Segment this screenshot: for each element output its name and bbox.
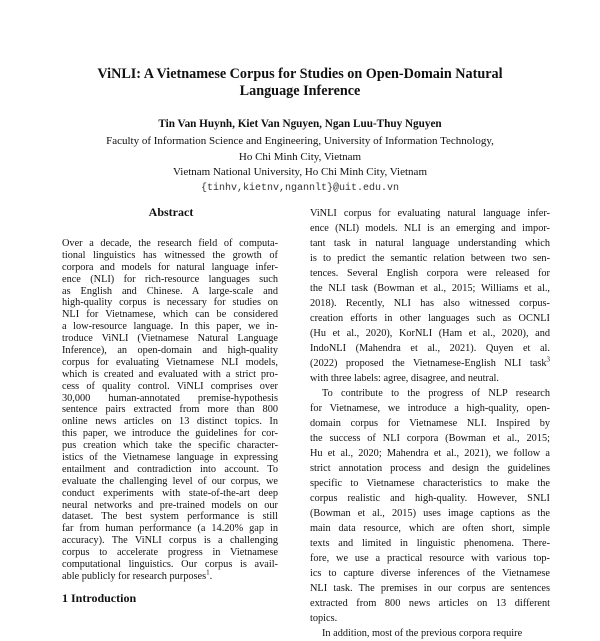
- affiliation-line: Ho Chi Minh City, Vietnam: [238, 151, 362, 163]
- text-line: [62, 488, 278, 500]
- text-line: [310, 326, 550, 341]
- text-line-content: In addition, most of the previous corpora require: [322, 628, 523, 639]
- text-line-content: tences. Several English corpora were released for: [310, 268, 550, 279]
- text-line: [62, 321, 278, 333]
- text-line: [62, 440, 278, 452]
- text-line: [62, 369, 278, 381]
- text-line: [310, 401, 550, 416]
- text-line: [310, 221, 550, 236]
- text-line: [310, 611, 550, 626]
- text-line-content: pus creation which take the specific character-: [62, 440, 278, 452]
- text-line-content: ics to capture diverse inferences of the Vietnamese: [310, 568, 550, 579]
- text-line: [62, 559, 278, 571]
- text-line-content: istics of the Vietnamese language in expressing: [62, 452, 278, 464]
- text-line-content: a low-resource language. In this paper, we in-: [62, 321, 278, 333]
- text-line-content: cess of quality control. ViNLI comprises over: [62, 380, 278, 392]
- text-line-content: as English and Chinese. A large-scale and: [62, 285, 278, 297]
- text-line-content: online news articles on 13 distinct topics. In: [62, 416, 278, 428]
- text-line-content: corpora and models for natural language infer-: [62, 261, 278, 273]
- text-line-content: able publicly for research purposes: [62, 570, 207, 582]
- text-line: [62, 404, 278, 416]
- text-line: [62, 274, 278, 286]
- text-line: [310, 491, 550, 506]
- text-line-content: tant task in natural language understanding which: [310, 238, 550, 249]
- text-line: [62, 452, 278, 464]
- text-line: [62, 238, 278, 250]
- text-line: [310, 506, 550, 521]
- text-line-content: corpus realistic and high-quality. However, SNLI: [310, 493, 550, 504]
- text-line: [62, 476, 278, 488]
- text-line: [310, 461, 550, 476]
- text-line: [62, 381, 278, 393]
- right-column-body: [310, 206, 550, 641]
- text-line-content: (2022) proposed the Vietnamese-English NLI task: [310, 358, 547, 369]
- text-line-content: NLI task. The premises in our corpus are sentences: [310, 583, 550, 594]
- text-line-content: evaluate the challenging level of our corpus, we: [62, 475, 278, 487]
- text-line: [310, 371, 550, 386]
- text-line-content: Hu et al., 2020; Mahendra et al., 2021), we follow a: [310, 448, 550, 459]
- text-line-content: neural networks and pre-trained models on our: [62, 499, 278, 511]
- text-line-content: topics.: [310, 613, 338, 624]
- text-line: [62, 535, 278, 547]
- text-line-content: To contribute to the progress of NLP research: [322, 388, 550, 399]
- text-line: [310, 266, 550, 281]
- text-line-content: NLI for Vietnamese, which can be considered: [62, 309, 278, 321]
- text-line: [62, 511, 278, 523]
- text-line: [62, 523, 278, 535]
- text-line: [310, 476, 550, 491]
- text-line-content: tional linguistics has witnessed the growth of: [62, 249, 278, 261]
- text-line-content: with three labels: agree, disagree, and neutral.: [310, 373, 499, 384]
- text-line-content: strict annotation process and design the guidelines: [310, 463, 550, 474]
- text-line: [310, 356, 550, 371]
- text-line: [310, 281, 550, 296]
- text-line: [62, 357, 278, 369]
- text-line: [62, 500, 278, 512]
- text-line-content: accuracy). The ViNLI corpus is a challenging: [62, 535, 278, 547]
- text-line-content: is to predict the semantic relation between two sen-: [310, 253, 550, 264]
- footnote-marker[interactable]: 3: [546, 355, 550, 364]
- text-line: [62, 428, 278, 440]
- text-line-content: IndoNLI (Mahendra et al., 2021). Quyen et al.: [310, 343, 550, 354]
- paper-title-line-1: ViNLI: A Vietnamese Corpus for Studies on Open-Domain Natural: [97, 66, 503, 82]
- text-line-content: corpus for evaluating Vietnamese NLI models,: [62, 356, 278, 368]
- text-line-content: ence (NLI) models. NLI is an emerging and impor-: [310, 223, 550, 234]
- affiliation-line: Faculty of Information Science and Engineering, University of Information Technology,: [106, 135, 494, 147]
- text-line: [310, 206, 550, 221]
- text-line-content: far from human performance (a 14.20% gap in: [62, 523, 278, 535]
- affiliation-line: Vietnam National University, Ho Chi Minh City, Vietnam: [173, 166, 427, 178]
- text-line: [310, 386, 550, 401]
- text-line: [310, 566, 550, 581]
- text-line-content: extracted from 800 news articles on 13 different: [310, 598, 550, 609]
- text-line: [62, 250, 278, 262]
- text-line-content: troduce ViNLI (Vietnamese Natural Language: [62, 333, 278, 345]
- text-line-content: computational linguistics. Our corpus is avail-: [62, 559, 278, 571]
- text-line-content: 2018). Recently, NLI has also witnessed corpus-: [310, 298, 550, 309]
- text-line-content: ence (NLI) for rich-resource languages such: [62, 273, 278, 285]
- text-line-content: fore, we use a practical resource with various top-: [310, 553, 550, 564]
- paper-title-line-2: Language Inference: [239, 83, 361, 99]
- text-line-content: conduct experiments with state-of-the-art deep: [62, 487, 278, 499]
- text-line: [310, 596, 550, 611]
- text-line: [310, 311, 550, 326]
- text-line: [310, 551, 550, 566]
- text-line: [62, 568, 278, 583]
- text-line-content: for Vietnamese, we introduce a high-quality, open-: [310, 403, 550, 414]
- text-line: [310, 431, 550, 446]
- text-line-content: the NLI task (Bowman et al., 2015; Williams et al.,: [310, 283, 550, 294]
- text-line: [62, 309, 278, 321]
- email: {tinhv,kietnv,ngannlt}@uit.edu.vn: [200, 183, 400, 194]
- text-line: [62, 464, 278, 476]
- text-line-content: (Hu et al., 2020), KorNLI (Ham et al., 2020), and: [310, 328, 550, 339]
- text-line: [310, 296, 550, 311]
- abstract-body: [62, 238, 278, 583]
- text-line-content: Over a decade, the research field of computa-: [62, 238, 278, 249]
- text-line: [310, 446, 550, 461]
- text-line-content: creation efforts in other languages such as OCNLI: [310, 313, 550, 324]
- text-line: [310, 626, 550, 641]
- text-line: [62, 333, 278, 345]
- text-line: [62, 262, 278, 274]
- text-line: [62, 345, 278, 357]
- text-line-content: high-quality corpus is necessary for studies on: [62, 297, 278, 309]
- text-line-content: main data resource, which are often short, simple: [310, 523, 550, 534]
- text-line-content: which is created and evaluated with a strict pro-: [62, 368, 278, 380]
- text-line-content: (Bowman et al., 2015) uses image captions as the: [310, 508, 550, 519]
- text-line-end: .: [209, 570, 213, 582]
- text-line-content: dataset. The best system performance is still: [62, 511, 278, 523]
- text-line: [310, 236, 550, 251]
- abstract-heading: Abstract: [148, 205, 194, 219]
- text-line: [310, 416, 550, 431]
- text-line: [310, 251, 550, 266]
- text-line-content: this paper, we introduce the guidelines for cor-: [62, 428, 278, 440]
- text-line-content: ViNLI corpus for evaluating natural language infer-: [310, 208, 550, 219]
- text-line: [62, 416, 278, 428]
- footnote-marker[interactable]: 1: [206, 568, 210, 577]
- text-line: [62, 297, 278, 309]
- authors: Tin Van Huynh, Kiet Van Nguyen, Ngan Luu-Thuy Nguyen: [158, 118, 442, 130]
- text-line: [310, 521, 550, 536]
- text-line-content: Inference), an open-domain and high-quality: [62, 345, 278, 357]
- text-line-content: domain corpus for Vietnamese NLI. Inspired by: [310, 418, 550, 429]
- text-line: [62, 547, 278, 559]
- text-line-content: the success of NLI corpora (Bowman et al., 2015;: [310, 433, 550, 444]
- text-line: [310, 581, 550, 596]
- text-line: [62, 286, 278, 298]
- text-line-content: texts and limited in linguistic phenomena. There-: [310, 538, 550, 549]
- text-line-content: sentence pairs extracted from more than 800: [62, 404, 278, 416]
- text-line: [62, 393, 278, 405]
- text-line-content: 30,000 human-annotated premise-hypothesis: [62, 392, 278, 404]
- text-line-content: specific to Vietnamese characteristics to make the: [310, 478, 550, 489]
- text-line: [310, 536, 550, 551]
- text-line-content: corpus to accelerate progress in Vietnamese: [62, 547, 278, 559]
- section-heading: 1 Introduction: [62, 591, 137, 605]
- text-line-content: entailment and contradiction into account. To: [62, 463, 278, 475]
- text-line: [310, 341, 550, 356]
